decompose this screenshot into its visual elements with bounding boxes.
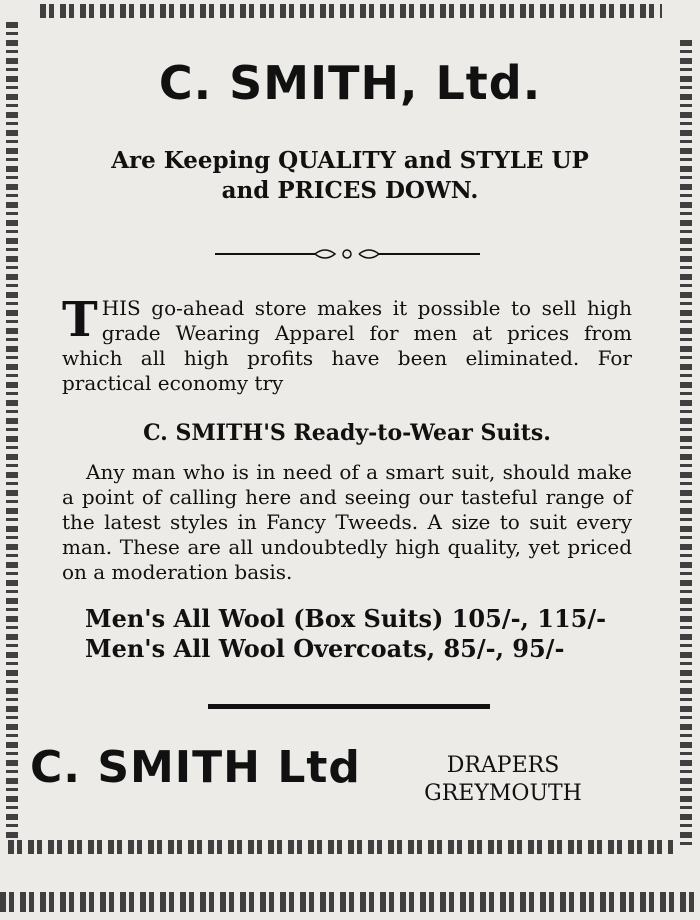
body-paragraph: Any man who is in need of a smart suit, should make a point of calling here and seeing our tasteful range of the latest styles in Fancy Tweeds. A size to suit every man. These are all undoubtedly high quality, yet priced on a moderation basis. xyxy=(62,460,632,584)
price-line-overcoats: Men's All Wool Overcoats, 85/-, 95/- xyxy=(85,634,565,663)
footer-address xyxy=(408,752,598,808)
price-list xyxy=(85,604,645,664)
ad-subtitle xyxy=(80,146,620,206)
left-border xyxy=(6,22,18,842)
right-border xyxy=(680,40,692,850)
intro-text: HIS go-ahead store makes it possible to sell high grade Wearing Apparel for men at prices from which all high profits have been eliminated. For practical economy try xyxy=(62,296,632,395)
drop-cap: T xyxy=(62,292,98,348)
bottom-border xyxy=(8,840,673,854)
footer-business-name: C. SMITH Ltd xyxy=(30,742,361,793)
horizontal-rule xyxy=(208,704,490,709)
intro-paragraph xyxy=(62,292,632,396)
section-heading: C. SMITH'S Ready-to-Wear Suits. xyxy=(143,420,551,446)
top-border xyxy=(40,4,662,18)
footer-town: GREYMOUTH xyxy=(424,781,582,806)
price-line-suits: Men's All Wool (Box Suits) 105/-, 115/- xyxy=(85,604,607,633)
footer-trade: DRAPERS xyxy=(446,753,560,778)
subtitle-line-1: Are Keeping QUALITY and STYLE UP xyxy=(111,147,589,174)
lower-border xyxy=(0,892,700,912)
ad-title: C. SMITH, Ltd. xyxy=(158,56,542,110)
ornament-divider xyxy=(215,246,480,262)
subtitle-line-2: and PRICES DOWN. xyxy=(221,177,479,204)
